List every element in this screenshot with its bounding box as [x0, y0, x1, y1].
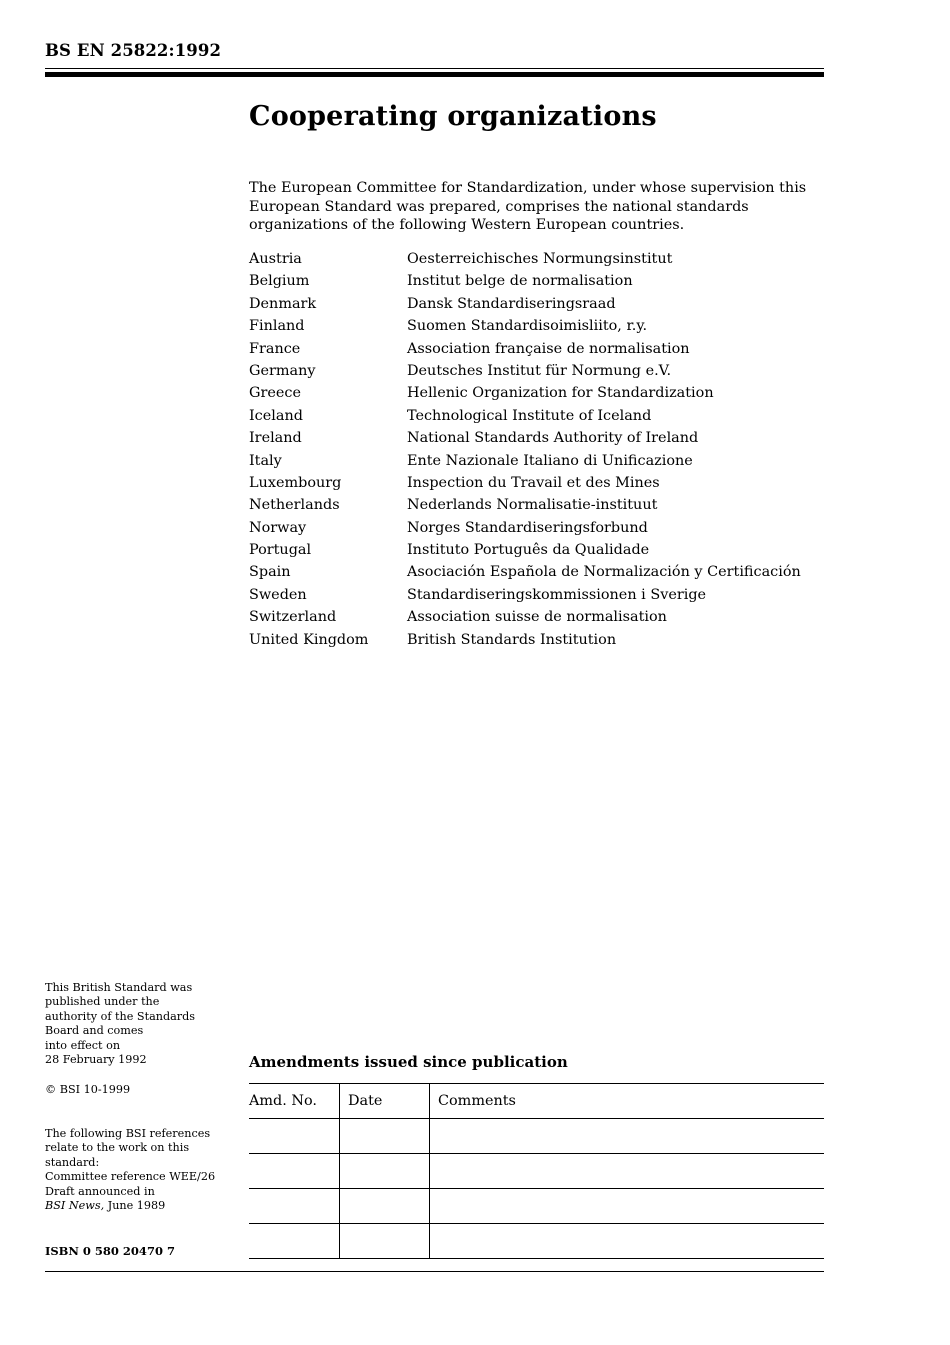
amendment-cell — [249, 1119, 340, 1154]
page-title: Cooperating organizations — [249, 101, 657, 132]
amendment-cell — [340, 1189, 430, 1224]
amendment-cell — [340, 1154, 430, 1189]
organization-country: Portugal — [249, 542, 312, 559]
organization-country: Ireland — [249, 430, 302, 447]
publication-note-line: 28 February 1992 — [45, 1053, 147, 1067]
organization-country: Spain — [249, 564, 291, 581]
organization-row — [249, 452, 829, 474]
organization-list — [249, 250, 829, 653]
organization-country: Norway — [249, 519, 307, 536]
organization-name: Association suisse de normalisation — [407, 609, 667, 626]
amendments-header-row — [249, 1084, 824, 1119]
header-thick-rule — [45, 72, 824, 77]
amendment-row — [249, 1224, 824, 1259]
organization-name: National Standards Authority of Ireland — [407, 430, 699, 447]
organization-row — [249, 608, 829, 630]
organization-country: Greece — [249, 385, 301, 402]
organization-row — [249, 384, 829, 406]
organization-row — [249, 519, 829, 541]
organization-row — [249, 250, 829, 272]
bsi-news-date: June 1989 — [104, 1199, 166, 1213]
organization-country: Switzerland — [249, 609, 337, 626]
organization-name: Instituto Português da Qualidade — [407, 542, 650, 559]
organization-name: Inspection du Travail et des Mines — [407, 474, 660, 491]
organization-row — [249, 317, 829, 339]
organization-row — [249, 586, 829, 608]
organization-name: Standardiseringskommissionen i Sverige — [407, 586, 707, 603]
references-note-line: Committee reference WEE/26 — [45, 1170, 216, 1184]
footer-rule — [45, 1271, 824, 1272]
organization-country: Sweden — [249, 586, 307, 603]
publication-note-line: Board and comes — [45, 1024, 144, 1038]
organization-row — [249, 340, 829, 362]
publication-note — [45, 981, 230, 1067]
publication-note-line: This British Standard was — [45, 981, 193, 994]
organization-row — [249, 541, 829, 563]
organization-country: Germany — [249, 362, 316, 379]
amendment-cell — [430, 1189, 825, 1224]
organization-row — [249, 295, 829, 317]
amendment-cell — [249, 1189, 340, 1224]
organization-name: Norges Standardiseringsforbund — [407, 519, 648, 536]
copyright-notice: © BSI 10-1999 — [45, 1083, 131, 1096]
column-header-date: Date — [340, 1084, 430, 1119]
amendments-title: Amendments issued since publication — [249, 1053, 568, 1071]
organization-row — [249, 429, 829, 451]
organization-country: Netherlands — [249, 497, 340, 514]
amendment-cell — [249, 1154, 340, 1189]
references-note-line: relate to the work on this — [45, 1141, 190, 1155]
amendment-row — [249, 1189, 824, 1224]
amendment-cell — [430, 1119, 825, 1154]
organization-name: Oesterreichisches Normungsinstitut — [407, 251, 673, 267]
organization-country: Denmark — [249, 295, 317, 312]
publication-note-line: published under the — [45, 995, 160, 1009]
column-header-comments: Comments — [430, 1084, 825, 1119]
organization-name: Dansk Standardiseringsraad — [407, 295, 616, 312]
amendment-row — [249, 1154, 824, 1189]
isbn: ISBN 0 580 20470 7 — [45, 1244, 175, 1258]
organization-country: Iceland — [249, 407, 303, 424]
organization-name: Hellenic Organization for Standardization — [407, 385, 714, 402]
references-note-line: Draft announced in — [45, 1184, 155, 1198]
organization-country: United Kingdom — [249, 631, 369, 648]
organization-name: Ente Nazionale Italiano di Unificazione — [407, 452, 693, 469]
publication-note-line: into effect on — [45, 1038, 121, 1052]
organization-name: Nederlands Normalisatie-instituut — [407, 497, 658, 514]
organization-country: Finland — [249, 318, 305, 335]
organization-row — [249, 563, 829, 585]
amendment-cell — [430, 1154, 825, 1189]
references-note-line: The following BSI references — [45, 1127, 211, 1140]
organization-row — [249, 496, 829, 518]
organization-row — [249, 474, 829, 496]
amendment-cell — [430, 1224, 825, 1259]
organization-row — [249, 631, 829, 653]
organization-name: Technological Institute of Iceland — [407, 407, 652, 424]
amendments-table — [249, 1083, 824, 1259]
references-note-line: standard: — [45, 1155, 100, 1169]
organization-row — [249, 272, 829, 294]
organization-country: Luxembourg — [249, 474, 342, 491]
organization-name: Institut belge de normalisation — [407, 273, 633, 290]
organization-country: Italy — [249, 452, 282, 469]
organization-name: Deutsches Institut für Normung e.V. — [407, 362, 672, 379]
organization-name: Asociación Española de Normalización y Certificación — [407, 564, 801, 581]
amendment-cell — [340, 1224, 430, 1259]
amendment-row — [249, 1119, 824, 1154]
column-header-amd-no: Amd. No. — [249, 1084, 340, 1119]
organization-country: France — [249, 340, 301, 357]
organization-name: Association française de normalisation — [407, 340, 690, 357]
bsi-news-title: BSI News, — [45, 1199, 105, 1213]
organization-country: Austria — [249, 251, 302, 267]
amendment-cell — [340, 1119, 430, 1154]
organization-country: Belgium — [249, 273, 310, 290]
organization-row — [249, 407, 829, 429]
organization-name: Suomen Standardisoimisliito, r.y. — [407, 318, 648, 335]
standard-reference: BS EN 25822:1992 — [45, 41, 222, 60]
amendment-cell — [249, 1224, 340, 1259]
intro-paragraph: The European Committee for Standardization, under whose supervision this European Standard was prepared, comprises the national standards organizations of the following Western European countries. — [249, 180, 807, 233]
bsi-references-note — [45, 1127, 230, 1213]
organization-name: British Standards Institution — [407, 631, 617, 648]
organization-row — [249, 362, 829, 384]
header-thin-rule — [45, 68, 824, 69]
publication-note-line: authority of the Standards — [45, 1009, 196, 1023]
